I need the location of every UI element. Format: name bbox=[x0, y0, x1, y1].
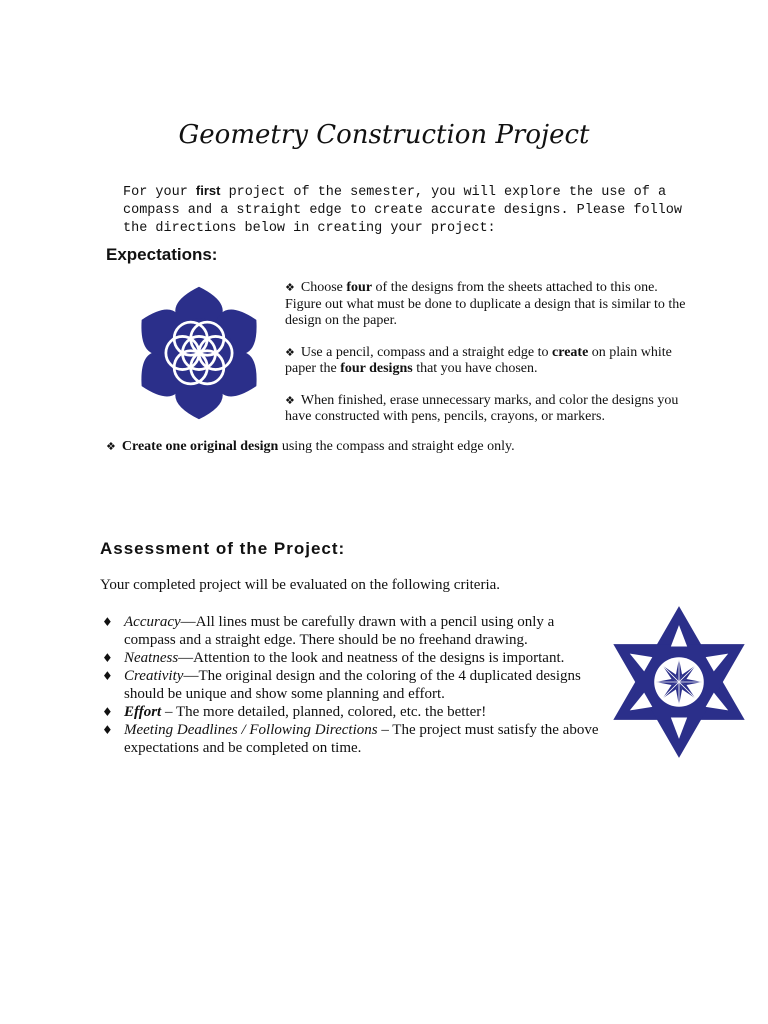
diamond-bullet-icon: ♦ bbox=[102, 705, 113, 719]
expectation-item bbox=[285, 393, 695, 426]
star-design-image bbox=[606, 604, 752, 760]
intro-text-start: For your bbox=[123, 185, 196, 200]
item-text: using the compass and straight edge only. bbox=[278, 439, 515, 454]
criterion-text: – The more detailed, planned, colored, etc. the better! bbox=[161, 704, 487, 720]
assessment-heading: Assessment of the Project: bbox=[100, 539, 346, 558]
diamond-bullet-icon: ♦ bbox=[102, 723, 113, 737]
criterion-item bbox=[100, 613, 600, 649]
item-text: Choose bbox=[300, 280, 347, 295]
intro-emphasis: first bbox=[195, 183, 221, 198]
item-text: When finished, erase unnecessary marks, and color the designs you have constructed with pens, pencils, crayons, or markers. bbox=[285, 392, 679, 424]
item-text: that you have chosen. bbox=[412, 361, 538, 376]
bullet-icon: ❖ bbox=[285, 393, 295, 407]
item-text: Use a pencil, compass and a straight edge to bbox=[300, 344, 553, 360]
item-bold: create bbox=[552, 344, 589, 360]
criterion-text: – The project must satisfy the above expectations and be completed on time. bbox=[124, 722, 599, 756]
page-title: Geometry Construction Project bbox=[178, 120, 590, 150]
criterion-item bbox=[100, 649, 600, 667]
assessment-intro: Your completed project will be evaluated on the following criteria. bbox=[100, 577, 501, 593]
expectations-heading: Expectations: bbox=[106, 245, 218, 264]
bullet-icon: ❖ bbox=[106, 440, 116, 453]
item-text: on plain white paper the bbox=[285, 344, 672, 376]
bullet-icon: ❖ bbox=[285, 345, 295, 359]
criterion-item bbox=[100, 667, 600, 703]
criterion-name: Meeting Deadlines / Following Directions bbox=[124, 722, 378, 738]
criterion-text: —Attention to the look and neatness of the designs is important. bbox=[178, 650, 565, 666]
criteria-list bbox=[100, 613, 600, 757]
bullet-icon: ❖ bbox=[285, 281, 295, 294]
diamond-bullet-icon: ♦ bbox=[102, 615, 113, 629]
criterion-name: Creativity bbox=[124, 668, 184, 684]
expectation-item bbox=[285, 345, 695, 378]
expectation-item bbox=[285, 280, 695, 330]
item-bold: four bbox=[346, 280, 373, 295]
diamond-bullet-icon: ♦ bbox=[102, 669, 113, 683]
criterion-name: Effort bbox=[124, 704, 162, 720]
criterion-name: Accuracy bbox=[124, 614, 181, 630]
expectations-list bbox=[285, 280, 695, 441]
item-text: of the designs from the sheets attached to this one. Figure out what must be done to duplicate a design that is similar to the design on the paper. bbox=[285, 280, 686, 328]
criterion-text: —The original design and the coloring of the 4 duplicated designs should be unique and show some planning and effort. bbox=[124, 668, 581, 702]
intro-paragraph bbox=[123, 182, 683, 238]
criterion-item bbox=[100, 721, 600, 757]
flower-design-image bbox=[130, 284, 268, 422]
criterion-text: —All lines must be carefully drawn with a pencil using only a compass and a straight edge. There should be no freehand drawing. bbox=[124, 614, 555, 648]
item-bold: four designs bbox=[340, 361, 413, 376]
intro-text-end: project of the semester, you will explore the use of a compass and a straight edge to create accurate designs. Please follow the directions below in creating your project: bbox=[123, 185, 682, 236]
item-bold: Create one original design bbox=[121, 439, 279, 454]
criterion-name: Neatness bbox=[124, 650, 179, 666]
criterion-item bbox=[100, 703, 600, 721]
original-design-item bbox=[106, 439, 515, 455]
diamond-bullet-icon: ♦ bbox=[102, 651, 113, 665]
